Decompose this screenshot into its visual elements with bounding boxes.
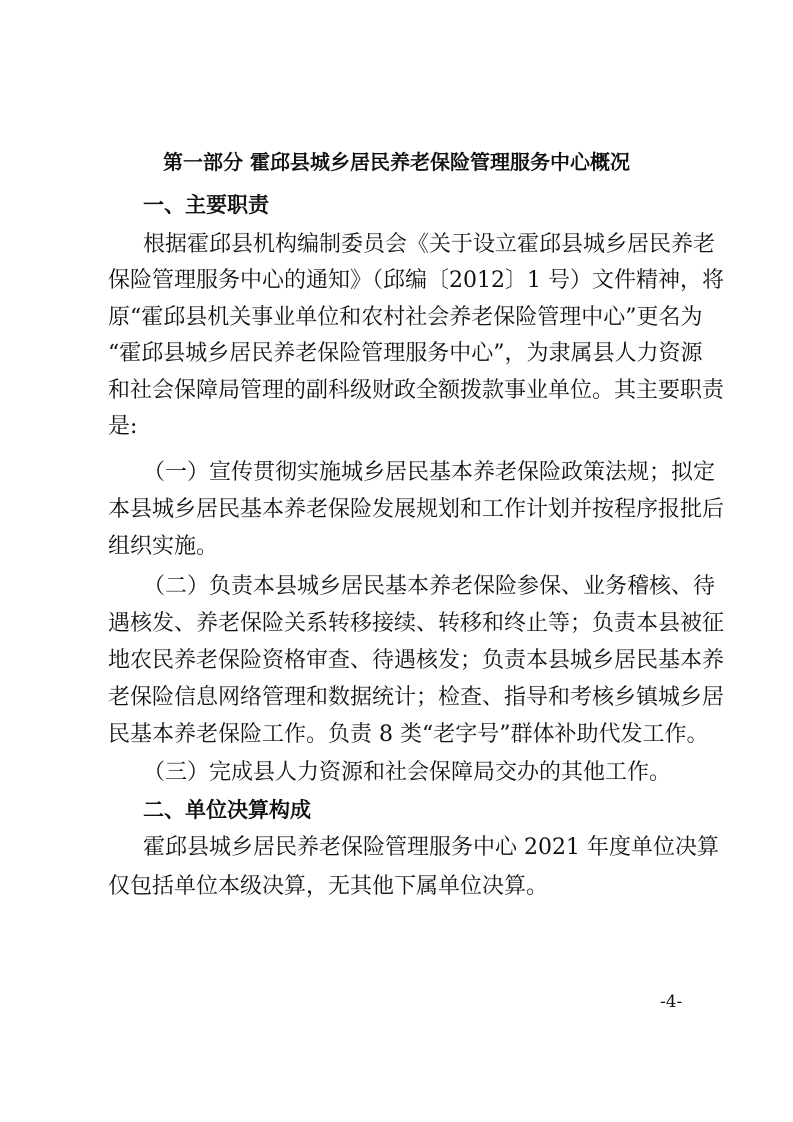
paragraph-line: 原“霍邱县机关事业单位和农村社会养老保险管理中心”更名为 bbox=[108, 305, 703, 330]
paragraph-line: 根据霍邱县机构编制委员会《关于设立霍邱县城乡居民养老 bbox=[143, 232, 716, 257]
paragraph-line: 是: bbox=[108, 414, 138, 439]
paragraph-line: 霍邱县城乡居民养老保险管理服务中心 2021 年度单位决算 bbox=[143, 835, 719, 860]
page-title: 第一部分 霍邱县城乡居民养老保险管理服务中心概况 bbox=[163, 150, 630, 174]
section-heading-1: 一、主要职责 bbox=[143, 193, 269, 217]
paragraph-line: （二）负责本县城乡居民基本养老保险参保、业务稽核、待 bbox=[143, 574, 716, 599]
paragraph-line: （三）完成县人力资源和社会保障局交办的其他工作。 bbox=[143, 760, 672, 785]
paragraph-line: 组织实施。 bbox=[108, 534, 219, 559]
paragraph-line: 保险管理服务中心的通知》（邱编〔2012〕1 号）文件精神，将 bbox=[108, 268, 724, 293]
paragraph-line: “霍邱县城乡居民养老保险管理服务中心”，为隶属县人力资源 bbox=[108, 341, 703, 366]
paragraph-line: 和社会保障局管理的副科级财政全额拨款事业单位。其主要职责 bbox=[108, 378, 725, 403]
paragraph-line: （一）宣传贯彻实施城乡居民基本养老保险政策法规；拟定 bbox=[143, 460, 716, 485]
paragraph-line: 地农民养老保险资格审查、待遇核发；负责本县城乡居民基本养 bbox=[108, 648, 725, 673]
paragraph-line: 老保险信息网络管理和数据统计；检查、指导和考核乡镇城乡居 bbox=[108, 685, 725, 710]
paragraph-line: 仅包括单位本级决算，无其他下属单位决算。 bbox=[108, 874, 549, 899]
paragraph-line: 遇核发、养老保险关系转移接续、转移和终止等；负责本县被征 bbox=[108, 611, 725, 636]
paragraph-line: 本县城乡居民基本养老保险发展规划和工作计划并按程序报批后 bbox=[108, 497, 725, 522]
page-number: -4- bbox=[660, 992, 683, 1012]
paragraph-line: 民基本养老保险工作。负责 8 类“老字号”群体补助代发工作。 bbox=[108, 722, 709, 747]
section-heading-2: 二、单位决算构成 bbox=[143, 798, 311, 822]
